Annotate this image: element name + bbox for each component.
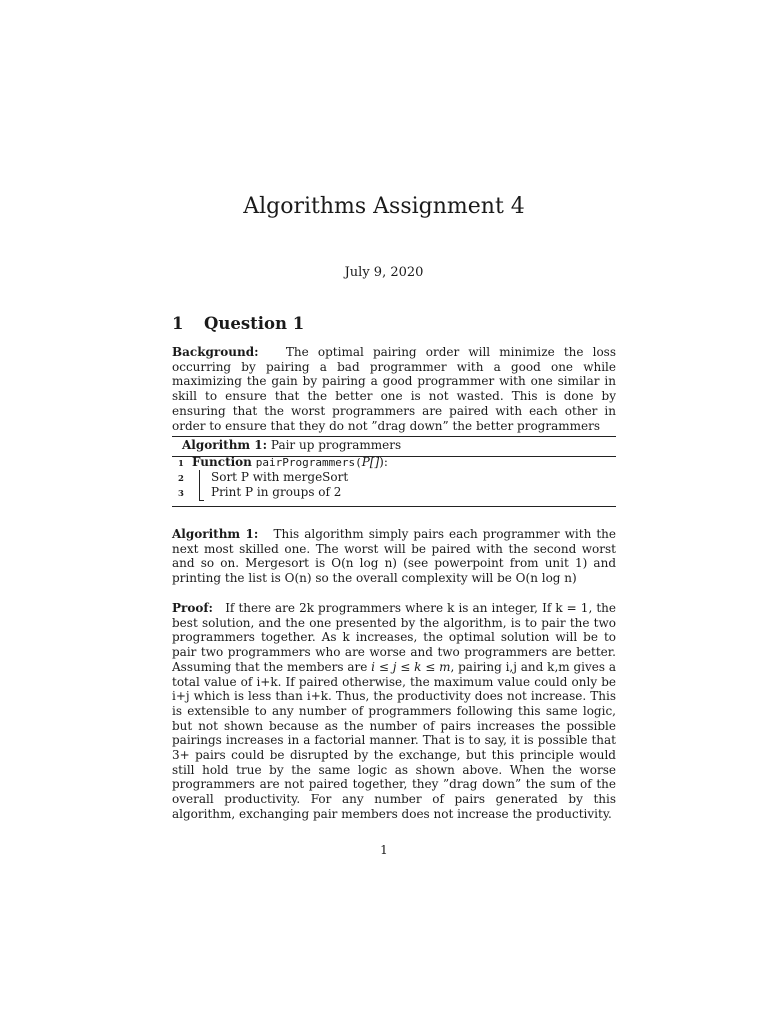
algorithm-caption (182, 438, 401, 452)
section-title: Question 1 (204, 314, 305, 333)
algorithm-top-rule (172, 436, 616, 437)
background-paragraph (172, 345, 616, 433)
function-name: pairProgrammers (255, 456, 356, 469)
algorithm-line-number: 3 (178, 489, 184, 499)
page-number: 1 (380, 843, 388, 857)
algorithm-line-print: Print P in groups of 2 (211, 485, 342, 499)
document-title: Algorithms Assignment 4 (243, 194, 525, 219)
open-paren: ( (355, 456, 362, 469)
document-date: July 9, 2020 (344, 265, 424, 280)
function-suffix: ): (379, 455, 388, 469)
algorithm-keyword: Function (192, 455, 252, 469)
background-text: The optimal pairing order will minimize the loss occurring by pairing a bad programmer with a good one while maximizing the gain by pairing a good programmer with one similar in skill to ensure that the better one is not wasted. This is done by ensuring that the worst programmers are paired with each other in order to ensure that they do not ”drag down” the better programmers (172, 345, 616, 433)
algorithm-explanation-text: This algorithm simply pairs each programmer with the next most skilled one. The worst will be paired with the second worst and so on. Mergesort is O(n log n) (see powerpoint from unit 1) and printing the list is O(n) so the overall complexity will be O(n log n) (172, 527, 617, 586)
proof-text-start: If there are 2k programmers where k is an integer, If k = 1, the best solution, and the one presented by the algorithm, is to pair the two programmers together. As k increases, the optimal solution will be to pair two programmers who are worse and two programmers are better. Assuming that the members are (172, 601, 616, 674)
proof-math: i ≤ j ≤ k ≤ m (371, 659, 451, 674)
function-argument: P[] (361, 455, 380, 469)
proof-paragraph (172, 601, 616, 822)
proof-text-end: , pairing i,j and k,m gives a total value of i+k. If paired otherwise, the maximum value could only be i+j which is less than i+k. Thus, the productivity does not increase. This is extensible to any number of programmers following this same logic, but not shown because as the number of pairs increases the possible pairings increases in a factorial manner. That is to say, it is possible that 3+ pairs could be disrupted by the exchange, but this principle would still hold true by the same logic as shown above. When the worse programmers are not paired together, they ”drag down” the sum of the overall productivity. For any number of pairs generated by this algorithm, exchanging pair members does not increase the productivity. (172, 659, 616, 821)
section-heading (172, 314, 304, 333)
algorithm-bottom-rule (172, 506, 616, 507)
algorithm-line-number: 1 (178, 459, 184, 469)
algorithm-explanation-paragraph (172, 527, 616, 586)
algorithm-explanation-label: Algorithm 1: (172, 527, 259, 541)
algorithm-line-function (192, 455, 388, 469)
section-number: 1 (172, 314, 184, 333)
algorithm-line-number: 2 (178, 474, 184, 484)
algorithm-caption-label: Algorithm 1: (182, 438, 268, 452)
algorithm-caption-text: Pair up programmers (270, 438, 402, 452)
proof-label: Proof: (172, 601, 213, 615)
algorithm-block-bracket (199, 470, 204, 501)
background-label: Background: (172, 345, 259, 359)
algorithm-line-sort: Sort P with mergeSort (211, 470, 349, 484)
